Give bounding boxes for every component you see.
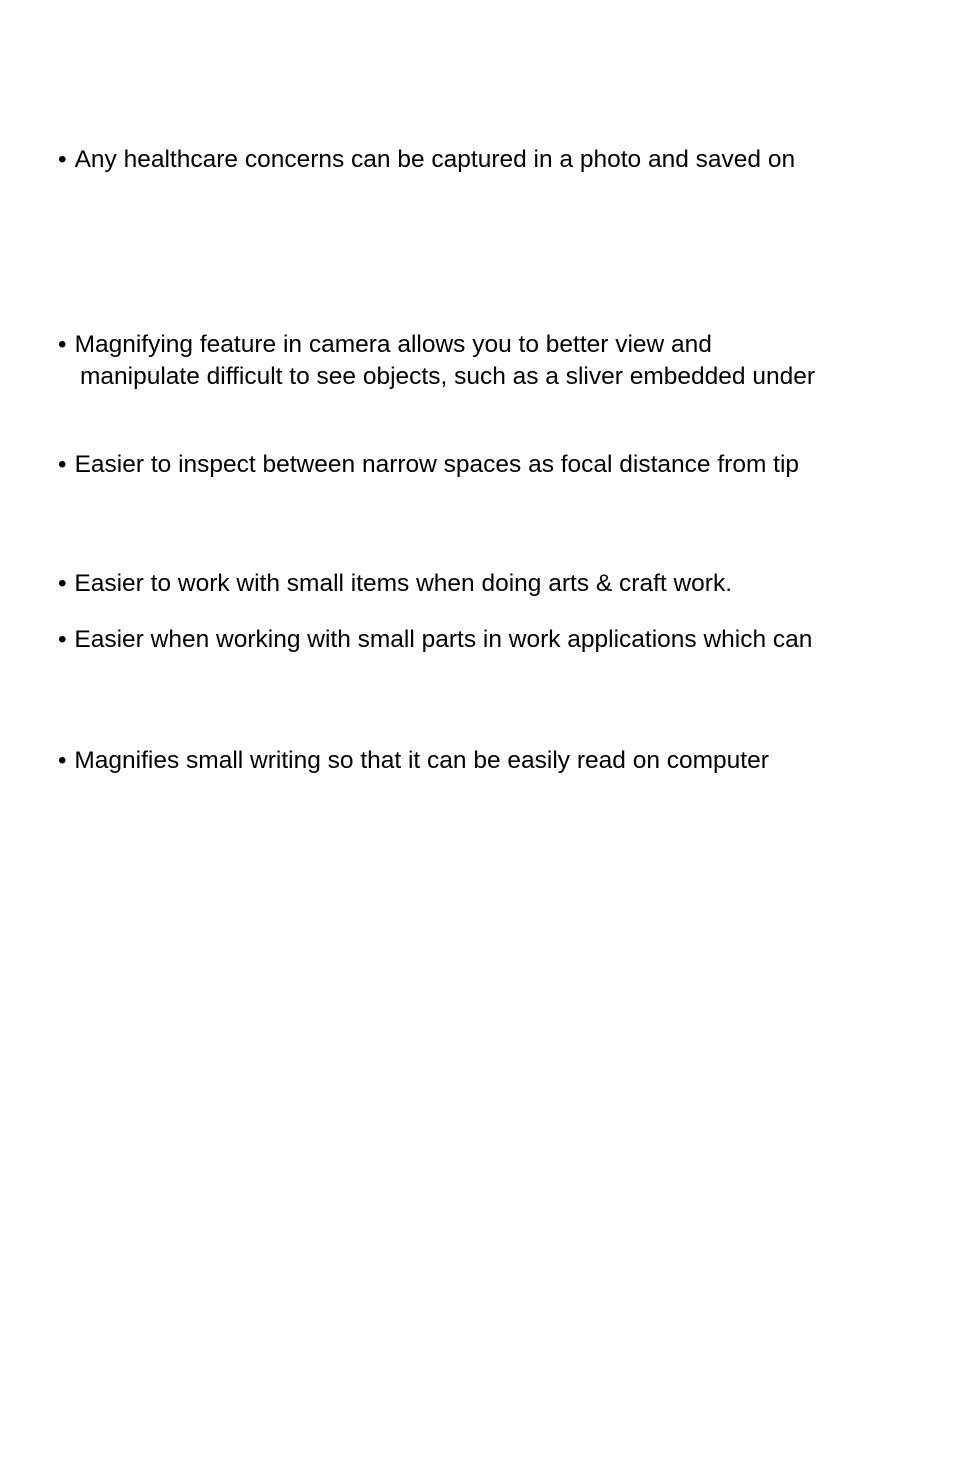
bullet-text: Magnifying feature in camera allows you to better view and: [74, 331, 712, 358]
bullet-text: Easier to inspect between narrow spaces as focal distance from tip: [74, 451, 800, 478]
bullet-item-narrow-spaces: [58, 449, 799, 481]
bullet-icon: •: [58, 747, 67, 774]
bullet-text: Any healthcare concerns can be captured in a photo and saved on: [74, 146, 796, 173]
bullet-text: Magnifies small writing so that it can be easily read on computer: [74, 747, 769, 774]
bullet-item-small-parts: [58, 624, 812, 656]
bullet-item-small-writing: [58, 745, 769, 777]
bullet-icon: •: [58, 570, 67, 597]
bullet-text: Easier when working with small parts in work applications which can: [74, 626, 813, 653]
bullet-icon: •: [58, 626, 67, 653]
bullet-icon: •: [58, 331, 67, 358]
bullet-icon: •: [58, 451, 67, 478]
bullet-icon: •: [58, 146, 67, 173]
bullet-item-healthcare: [58, 144, 795, 176]
bullet-item-magnifying-feature-continuation: manipulate difficult to see objects, such as a sliver embedded under: [80, 363, 815, 390]
bullet-item-arts-craft: [58, 568, 732, 600]
bullet-item-magnifying-feature: [58, 329, 712, 361]
bullet-text: Easier to work with small items when doing arts & craft work.: [74, 570, 733, 597]
